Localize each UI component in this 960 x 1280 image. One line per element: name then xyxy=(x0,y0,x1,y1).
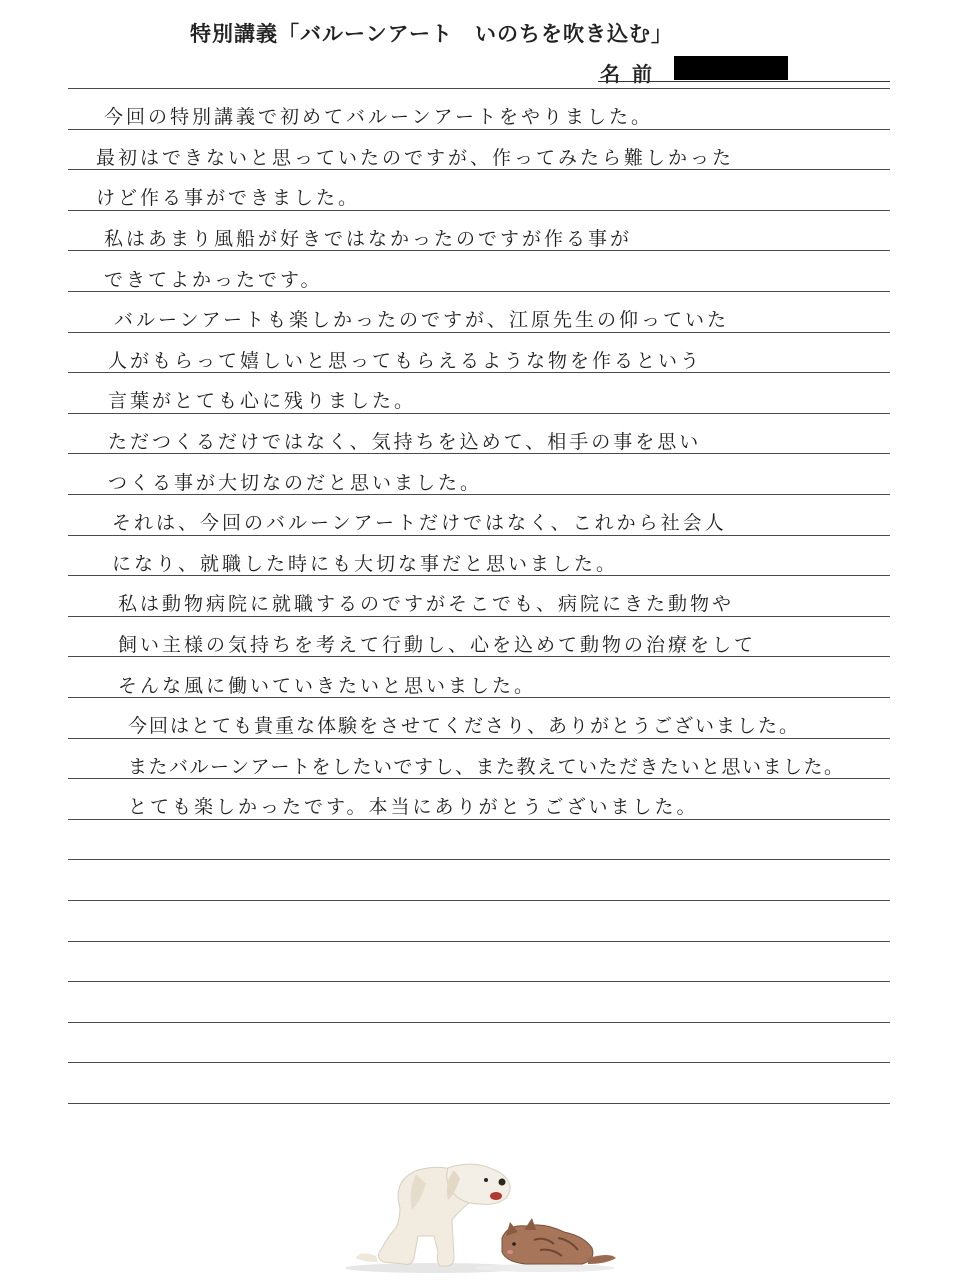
ruled-line xyxy=(68,981,890,982)
name-field xyxy=(598,56,890,86)
essay-line: 今回はとても貴重な体験をさせてくださり、ありがとうございました。 xyxy=(128,715,801,737)
ruled-line xyxy=(68,1062,890,1063)
essay-line: 言葉がとても心に残りました。 xyxy=(108,390,417,412)
ruled-line xyxy=(68,88,890,89)
ruled-line xyxy=(68,900,890,901)
ruled-line xyxy=(68,859,890,860)
essay-line: 私はあまり風船が好きではなかったのですが作る事が xyxy=(104,228,633,250)
ruled-line xyxy=(68,1103,890,1104)
essay-line: バルーンアートも楽しかったのですが、江原先生の仰っていた xyxy=(114,309,730,331)
essay-line: またバルーンアートをしたいですし、また教えていただきたいと思いました。 xyxy=(128,756,845,778)
essay-line: つくる事が大切なのだと思いました。 xyxy=(108,472,483,494)
essay-line: 飼い主様の気持ちを考えて行動し、心を込めて動物の治療をして xyxy=(118,634,757,656)
essay-line: それは、今回のバルーンアートだけではなく、これから社会人 xyxy=(112,512,727,534)
essay-line: できてよかったです。 xyxy=(104,269,323,291)
essay-line: 私は動物病院に就職するのですがそこでも、病院にきた動物や xyxy=(118,593,735,615)
essay-line: になり、就職した時にも大切な事だと思いました。 xyxy=(112,553,619,575)
ruled-line xyxy=(68,1022,890,1023)
essay-line: 人がもらって嬉しいと思ってもらえるような物を作るという xyxy=(108,350,703,372)
name-label: 名前 xyxy=(600,62,664,86)
essay-line: ただつくるだけではなく、気持ちを込めて、相手の事を思い xyxy=(108,431,702,453)
puppy-and-kitten-illustration xyxy=(330,1140,630,1275)
ruled-line xyxy=(68,941,890,942)
name-underline xyxy=(598,81,890,82)
essay-line: けど作る事ができました。 xyxy=(96,187,361,209)
essay-line: とても楽しかったです。本当にありがとうございました。 xyxy=(128,796,699,818)
redacted-name-box xyxy=(674,56,788,80)
essay-line: 最初はできないと思っていたのですが、作ってみたら難しかった xyxy=(96,147,735,169)
essay-line: 今回の特別講義で初めてバルーンアートをやりました。 xyxy=(104,106,654,128)
essay-line: そんな風に働いていきたいと思いました。 xyxy=(118,675,537,697)
sheet-title: 特別講義「バルーンアート いのちを吹き込む」 xyxy=(190,22,673,46)
